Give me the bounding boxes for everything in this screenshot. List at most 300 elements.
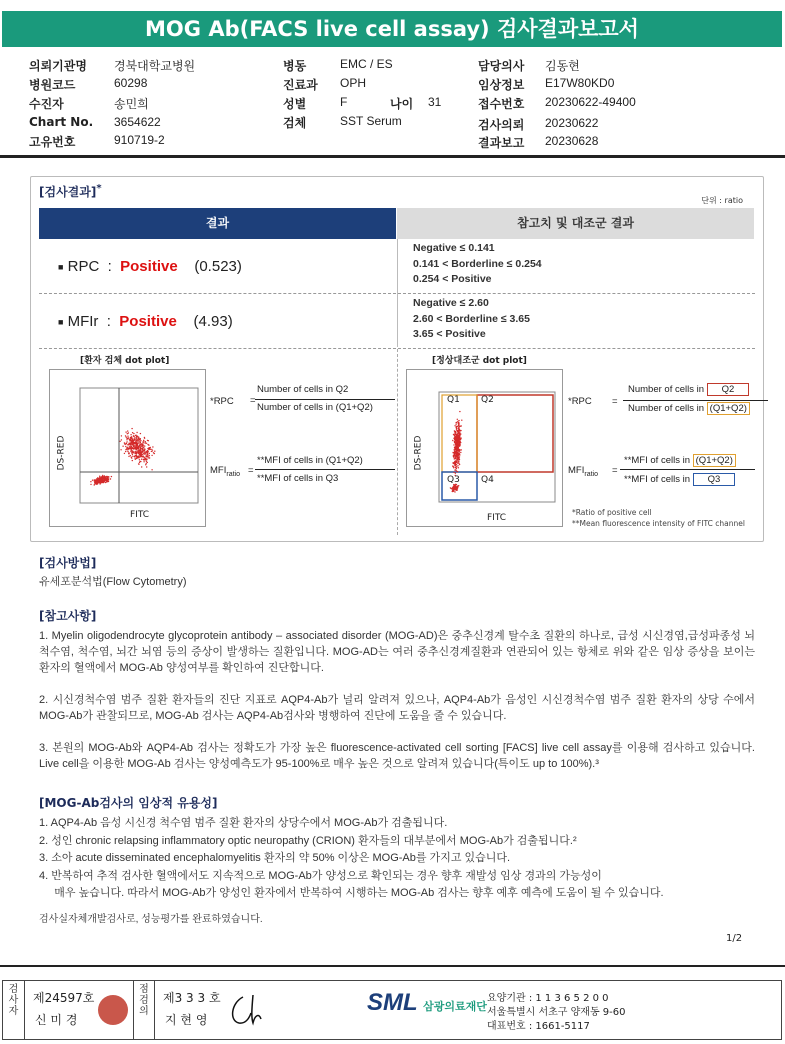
dot-point	[133, 448, 134, 449]
control-dot-plot	[406, 369, 563, 527]
ctrl-mfi-q1q2-box: (Q1+Q2)	[693, 454, 736, 467]
dot-point	[127, 430, 128, 431]
dot-point	[131, 444, 132, 445]
dot-point	[459, 438, 460, 439]
sml-logo	[367, 989, 487, 1017]
list-item: 4. 반복하여 추적 검사한 혈액에서도 지속적으로 MOG-Ab가 양성으로 확인되는 경우 향후 재발성 임상 경과의 가능성이	[39, 869, 602, 882]
dot-point	[454, 485, 455, 486]
dot-point	[133, 442, 134, 443]
dot-point	[132, 460, 133, 461]
dot-point	[459, 459, 460, 460]
rpc-sep: :	[107, 258, 112, 275]
dot-point	[455, 431, 456, 432]
info-value: F	[340, 95, 348, 109]
dot-point	[140, 461, 141, 462]
dot-point	[454, 465, 455, 466]
dot-point	[140, 444, 141, 445]
info-label: 성별	[283, 97, 307, 111]
info-label: 담당의사	[478, 59, 525, 73]
dot-point	[101, 480, 102, 481]
dot-point	[457, 419, 458, 420]
row-divider	[39, 293, 755, 294]
dot-point	[146, 466, 147, 467]
dot-point	[149, 453, 150, 454]
dot-point	[454, 438, 455, 439]
dot-point	[133, 433, 134, 434]
dot-point	[456, 434, 457, 435]
dot-point	[137, 457, 138, 458]
dot-point	[107, 477, 108, 478]
info-value: 3654622	[114, 115, 161, 129]
dot-point	[453, 487, 454, 488]
footer	[2, 980, 782, 1040]
info-value: 경북대학교병원	[114, 59, 196, 73]
dot-point	[136, 453, 137, 454]
dot-point	[146, 443, 147, 444]
notes-title: [참고사항]	[39, 609, 97, 623]
method-text: 유세포분석법(Flow Cytometry)	[39, 576, 187, 588]
rpc-reference	[413, 241, 542, 288]
dot-point	[454, 491, 455, 492]
mfi-name: MFI	[568, 465, 585, 476]
patient-dots	[90, 428, 155, 486]
list-item: 2. 성인 chronic relapsing inflammatory optic neuropathy (CRION) 환자들의 대부분에서 MOG-Ab가 검출됩니다.²	[39, 834, 577, 847]
info-value: 910719-2	[114, 133, 165, 147]
dot-point	[92, 480, 93, 481]
info-label: 병동	[283, 59, 307, 73]
dot-point	[135, 451, 136, 452]
info-label: 수진자	[29, 97, 64, 111]
ctrl-q2-box: Q2	[707, 383, 750, 396]
dot-point	[154, 451, 155, 452]
mfir-value: (4.93)	[193, 313, 233, 330]
dot-point	[98, 481, 99, 482]
footer-line-2: 서울특별시 서초구 양재동 9-60	[487, 1007, 626, 1018]
dot-point	[103, 481, 104, 482]
x-axis-label: FITC	[487, 513, 507, 523]
dot-point	[460, 444, 461, 445]
dot-point	[453, 490, 454, 491]
dot-point	[455, 443, 456, 444]
info-label: 결과보고	[478, 136, 525, 150]
dot-point	[452, 465, 453, 466]
dot-point	[457, 485, 458, 486]
dot-point	[132, 438, 133, 439]
mfir-status: Positive	[119, 313, 177, 330]
info-label: 병원코드	[29, 78, 76, 92]
dot-point	[127, 444, 128, 445]
dot-point	[127, 436, 128, 437]
info-value: 김동현	[545, 59, 580, 73]
dot-point	[126, 436, 127, 437]
dot-point	[143, 459, 144, 460]
info-label: Chart No.	[29, 115, 94, 129]
dot-point	[455, 460, 456, 461]
patient-scatter-svg	[50, 370, 207, 528]
dot-point	[137, 448, 138, 449]
dot-point	[144, 448, 145, 449]
dot-point	[108, 479, 109, 480]
dot-point	[125, 431, 126, 432]
ctrl-q3-box: Q3	[693, 473, 736, 486]
dot-point	[144, 445, 145, 446]
quadrant-q4: Q4	[481, 475, 494, 485]
ref-line: 0.254 < Positive	[413, 273, 492, 285]
dot-point	[141, 466, 142, 467]
dot-point	[151, 469, 152, 470]
dot-point	[454, 430, 455, 431]
report-title: MOG Ab(FACS live cell assay) 검사결과보고서	[2, 11, 782, 47]
dot-point	[455, 473, 456, 474]
footer-divider	[0, 965, 785, 967]
dot-point	[460, 452, 461, 453]
dot-point	[456, 453, 457, 454]
dot-point	[456, 468, 457, 469]
dot-point	[458, 423, 459, 424]
dot-point	[132, 448, 133, 449]
dot-point	[453, 452, 454, 453]
info-value: 20230628	[545, 134, 599, 148]
dot-point	[458, 425, 459, 426]
dot-point	[140, 445, 141, 446]
info-value: SST Serum	[340, 114, 402, 128]
dot-point	[129, 439, 130, 440]
rpc-denominator: Number of cells in (Q1+Q2)	[257, 402, 373, 413]
dot-point	[144, 459, 145, 460]
ref-line: Negative ≤ 2.60	[413, 297, 489, 309]
x-axis-label: FITC	[130, 510, 150, 520]
info-value: 60298	[114, 76, 148, 90]
age-label: 나이	[390, 97, 414, 111]
dot-point	[455, 467, 456, 468]
dot-point	[125, 446, 126, 447]
dot-point	[132, 441, 133, 442]
info-label: 진료과	[283, 78, 318, 92]
dot-point	[461, 449, 462, 450]
dot-point	[131, 457, 132, 458]
dot-point	[456, 422, 457, 423]
dot-point	[96, 481, 97, 482]
dot-point	[149, 455, 150, 456]
results-star: *	[96, 183, 102, 194]
dot-point	[147, 444, 148, 445]
dot-point	[136, 443, 137, 444]
checker-signature	[225, 989, 265, 1029]
dot-point	[131, 450, 132, 451]
dot-point	[111, 476, 112, 477]
rpc-label: RPC	[67, 258, 100, 275]
dot-point	[141, 452, 142, 453]
dot-point	[461, 420, 462, 421]
dot-point	[137, 444, 138, 445]
dot-point	[152, 446, 153, 447]
dot-point	[146, 451, 147, 452]
dot-point	[127, 447, 128, 448]
quadrant-q1: Q1	[447, 395, 460, 405]
dot-point	[137, 441, 138, 442]
dot-point	[99, 480, 100, 481]
dot-point	[131, 452, 132, 453]
list-item: 매우 높습니다. 따라서 MOG-Ab가 양성인 환자에서 반복하여 시행하는 MOG-Ab 검사는 향후 예후 예측에 도움이 될 수 있습니다.	[39, 887, 664, 899]
rpc-value: (0.523)	[194, 258, 242, 275]
checker-label: 점검의	[139, 984, 149, 1017]
dot-point	[139, 445, 140, 446]
age-value: 31	[428, 95, 442, 109]
dot-point	[97, 483, 98, 484]
dot-point	[130, 448, 131, 449]
dot-point	[140, 433, 141, 434]
dot-point	[104, 476, 105, 477]
dot-point	[95, 483, 96, 484]
dot-point	[457, 462, 458, 463]
dot-point	[132, 454, 133, 455]
rpc-result: ■ RPC : Positive (0.523)	[58, 258, 242, 275]
dot-point	[458, 463, 459, 464]
results-title-text: [검사결과]	[39, 185, 97, 199]
mfir-result: ■ MFIr : Positive (4.93)	[58, 313, 233, 330]
dot-point	[133, 436, 134, 437]
info-label: 고유번호	[29, 135, 76, 149]
dot-point	[141, 453, 142, 454]
dot-point	[453, 434, 454, 435]
dot-point	[135, 449, 136, 450]
dot-point	[128, 437, 129, 438]
dot-point	[457, 433, 458, 434]
control-scatter-svg	[407, 370, 564, 528]
dot-point	[455, 469, 456, 470]
dot-point	[135, 442, 136, 443]
dot-point	[133, 446, 134, 447]
dot-point	[456, 466, 457, 467]
y-axis-label: DS-RED	[56, 435, 67, 471]
dot-point	[143, 461, 144, 462]
rpc-formula-name: *RPC	[568, 396, 592, 407]
dot-point	[456, 427, 457, 428]
note-paragraph-2: 2. 시신경척수염 범주 질환 환자들의 진단 지표로 AQP4-Ab가 널리 알려져 있으나, AQP4-Ab가 음성인 시신경척수염 범주 질환 환자의 상당 수에서 MOG-Ab가 관찰되므로, MOG-Ab 검사는 AQP4-Ab검사와 병행하여 진단에 도움을 줄 수 있습니다.	[39, 694, 755, 722]
dot-point	[128, 456, 129, 457]
footer-line-1: 요양기관 : 1 1 3 6 5 2 0 0	[487, 993, 609, 1004]
rpc-formula-name: *RPC	[210, 396, 234, 407]
dot-point	[130, 434, 131, 435]
quadrant-q3: Q3	[447, 475, 460, 485]
dot-point	[456, 448, 457, 449]
dot-point	[458, 447, 459, 448]
dot-point	[456, 444, 457, 445]
dot-point	[132, 456, 133, 457]
dot-point	[460, 430, 461, 431]
dot-point	[459, 449, 460, 450]
info-label: 임상정보	[478, 78, 525, 92]
mfir-label: MFIr	[67, 313, 99, 330]
dot-point	[126, 439, 127, 440]
dot-point	[457, 459, 458, 460]
dot-point	[97, 477, 98, 478]
ctrl-num-prefix: Number of cells in	[628, 403, 705, 414]
mfi-sub: ratio	[226, 470, 240, 478]
dot-point	[134, 457, 135, 458]
dot-point	[146, 461, 147, 462]
org-name: 삼광의료재단	[423, 1000, 487, 1013]
list-item: 1. AQP4-Ab 음성 시신경 척수염 범주 질환 환자의 상당수에서 MOG-Ab가 검출됩니다.	[39, 817, 448, 829]
info-value: E17W80KD0	[545, 76, 615, 90]
quadrant-q2: Q2	[481, 395, 494, 405]
dot-point	[130, 437, 131, 438]
dot-point	[453, 456, 454, 457]
dot-point	[454, 425, 455, 426]
dot-point	[90, 481, 91, 482]
dot-point	[142, 456, 143, 457]
dot-point	[127, 433, 128, 434]
dot-point	[144, 438, 145, 439]
dot-point	[145, 441, 146, 442]
ctrl-q1q2-box: (Q1+Q2)	[707, 402, 750, 415]
dot-point	[138, 457, 139, 458]
dot-point	[146, 454, 147, 455]
dot-point	[138, 442, 139, 443]
mfi-sub: ratio	[584, 470, 598, 478]
dot-point	[140, 442, 141, 443]
dot-point	[454, 447, 455, 448]
ctrl-num-prefix: Number of cells in	[628, 384, 705, 395]
dot-point	[151, 451, 152, 452]
dot-point	[102, 480, 103, 481]
dot-point	[454, 454, 455, 455]
dot-point	[452, 440, 453, 441]
examiner-name: 신 미 경	[35, 1013, 78, 1027]
dot-point	[455, 486, 456, 487]
list-item: 3. 소아 acute disseminated encephalomyelitis 환자의 약 50% 이상은 MOG-Ab를 가지고 있습니다.	[39, 852, 511, 864]
dot-point	[137, 435, 138, 436]
dot-point	[127, 451, 128, 452]
ref-line: 2.60 < Borderline ≤ 3.65	[413, 312, 530, 325]
dot-point	[126, 438, 127, 439]
dot-point	[455, 437, 456, 438]
checker-label-cell	[133, 981, 155, 1039]
dot-point	[456, 451, 457, 452]
dot-point	[139, 451, 140, 452]
dot-point	[456, 456, 457, 457]
dot-point	[141, 459, 142, 460]
dot-point	[453, 489, 454, 490]
dot-point	[136, 440, 137, 441]
mfi-denominator: **MFI of cells in Q3	[257, 473, 339, 484]
dot-point	[99, 476, 100, 477]
dot-point	[457, 421, 458, 422]
result-header: 결과	[39, 208, 396, 239]
dot-point	[459, 454, 460, 455]
dot-point	[453, 463, 454, 464]
dot-point	[134, 437, 135, 438]
dot-point	[453, 472, 454, 473]
dot-point	[138, 463, 139, 464]
dot-point	[145, 442, 146, 443]
dot-point	[457, 455, 458, 456]
dot-point	[136, 455, 137, 456]
dot-point	[100, 481, 101, 482]
dot-point	[121, 439, 122, 440]
reference-header: 참고치 및 대조군 결과	[397, 208, 754, 239]
dot-point	[140, 456, 141, 457]
dot-point	[454, 451, 455, 452]
dot-point	[145, 464, 146, 465]
dot-point	[135, 443, 136, 444]
dot-point	[128, 453, 129, 454]
rpc-numerator: Number of cells in Q2	[257, 384, 349, 395]
dot-point	[101, 477, 102, 478]
ref-line: Negative ≤ 0.141	[413, 242, 495, 254]
dot-point	[134, 439, 135, 440]
dot-point	[137, 450, 138, 451]
dot-point	[106, 479, 107, 480]
dot-point	[141, 448, 142, 449]
dot-point	[456, 439, 457, 440]
dot-point	[140, 438, 141, 439]
dot-point	[138, 448, 139, 449]
examiner-label: 검사자	[8, 984, 19, 1017]
plot-note-1: *Ratio of positive cell	[572, 508, 652, 517]
mfir-sep: :	[106, 313, 111, 330]
dot-point	[150, 449, 151, 450]
dot-point	[455, 488, 456, 489]
method-title: [검사방법]	[39, 556, 97, 570]
results-title	[39, 183, 102, 200]
dot-point	[458, 427, 459, 428]
info-value: OPH	[340, 76, 367, 90]
dot-point	[461, 425, 462, 426]
dot-point	[457, 457, 458, 458]
dot-point	[90, 484, 91, 485]
footer-line-3: 대표번호 : 1661-5117	[487, 1021, 590, 1032]
dot-point	[103, 478, 104, 479]
dot-point	[458, 440, 459, 441]
dot-point	[106, 481, 107, 482]
mfi-numerator: **MFI of cells in (Q1+Q2)	[257, 455, 363, 466]
dot-point	[457, 453, 458, 454]
info-label: 검사의뢰	[478, 118, 525, 132]
examiner-label-cell	[3, 981, 25, 1039]
dot-point	[138, 437, 139, 438]
dot-point	[132, 444, 133, 445]
dot-point	[119, 441, 120, 442]
dot-point	[143, 440, 144, 441]
dot-point	[147, 453, 148, 454]
dot-point	[459, 411, 460, 412]
dot-point	[145, 453, 146, 454]
dot-point	[459, 431, 460, 432]
dot-point	[136, 446, 137, 447]
dot-point	[99, 483, 100, 484]
dot-point	[134, 456, 135, 457]
clinical-title: [MOG-Ab검사의 임상적 유용성]	[39, 796, 218, 810]
dot-point	[134, 453, 135, 454]
info-value: 송민희	[114, 97, 149, 111]
ref-line: 0.141 < Borderline ≤ 0.254	[413, 257, 542, 270]
dot-point	[147, 456, 148, 457]
clinical-list	[39, 815, 755, 903]
plot-note-2: **Mean fluorescence intensity of FITC channel	[572, 519, 745, 528]
dot-point	[122, 446, 123, 447]
dot-point	[453, 444, 454, 445]
dot-point	[125, 435, 126, 436]
certification-note: 검사실자체개발검사로, 성능평가를 완료하였습니다.	[39, 914, 263, 925]
info-value: 20230622	[545, 116, 599, 130]
dot-point	[458, 436, 459, 437]
dot-point	[130, 455, 131, 456]
dot-point	[149, 457, 150, 458]
examiner-number: 제24597호	[33, 991, 95, 1005]
dot-point	[124, 453, 125, 454]
dot-point	[110, 478, 111, 479]
